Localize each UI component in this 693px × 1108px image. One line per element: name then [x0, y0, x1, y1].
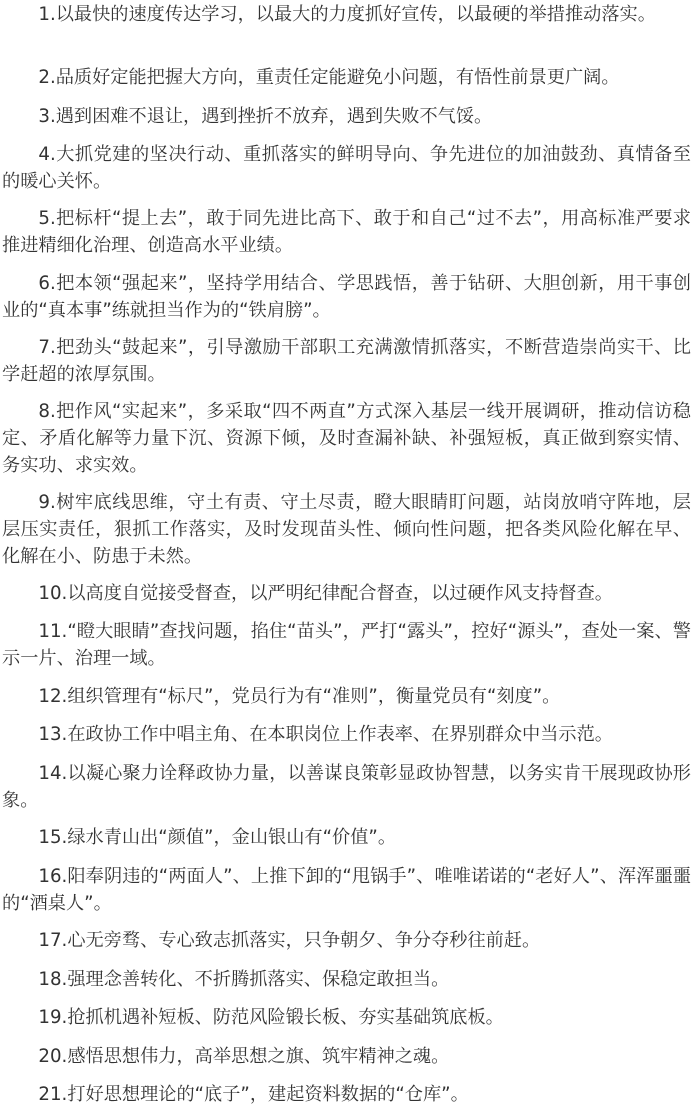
paragraph-19: 19.抢抓机遇补短板、防范风险锻长板、夯实基础筑底板。 — [38, 1007, 504, 1028]
paragraph-9: 9.树牢底线思维，守土有责、守土尽责，瞪大眼睛盯问题，站岗放哨守阵地，层层压实责任，狠抓工作落实，及时发现苗头性、倾向性问题，把各类风险化解在早、化解在小、防患于未然。 — [2, 492, 691, 567]
paragraph-11: 11.“瞪大眼睛”查找问题，掐住“苗头”，严打“露头”，控好“源头”，查处一案、警示一片、治理一域。 — [2, 621, 691, 669]
paragraph-4: 4.大抓党建的坚决行动、重抓落实的鲜明导向、争先进位的加油鼓劲、真情备至的暖心关怀。 — [2, 144, 691, 192]
paragraph-2: 2.品质好定能把握大方向，重责任定能避免小问题，有悟性前景更广阔。 — [38, 67, 620, 88]
paragraph-5: 5.把标杆“提上去”，敢于同先进比高下、敢于和自己“过不去”，用高标准严要求推进精细化治理、创造高水平业绩。 — [2, 208, 691, 256]
paragraph-6: 6.把本领“强起来”，坚持学用结合、学思践悟，善于钻研、大胆创新，用干事创业的“真本事”练就担当作为的“铁肩膀”。 — [2, 273, 691, 321]
paragraph-17: 17.心无旁骛、专心致志抓落实，只争朝夕、争分夺秒往前赶。 — [38, 930, 541, 951]
paragraph-13: 13.在政协工作中唱主角、在本职岗位上作表率、在界别群众中当示范。 — [38, 724, 613, 745]
paragraph-15: 15.绿水青山出“颜值”，金山银山有“价值”。 — [38, 827, 397, 848]
paragraph-3: 3.遇到困难不退让，遇到挫折不放弃，遇到失败不气馁。 — [38, 106, 493, 127]
paragraph-1: 1.以最快的速度传达学习，以最大的力度抓好宣传，以最硬的举措推动落实。 — [38, 4, 656, 25]
paragraph-18: 18.强理念善转化、不折腾抓落实、保稳定敢担当。 — [38, 969, 450, 990]
paragraph-14: 14.以凝心聚力诠释政协力量，以善谋良策彰显政协智慧，以务实肯干展现政协形象。 — [2, 763, 691, 811]
paragraph-7: 7.把劲头“鼓起来”，引导激励干部职工充满激情抓落实，不断营造崇尚实干、比学赶超的浓厚氛围。 — [2, 337, 691, 385]
paragraph-10: 10.以高度自觉接受督查，以严明纪律配合督查，以过硬作风支持督查。 — [38, 583, 613, 604]
paragraph-12: 12.组织管理有“标尺”，党员行为有“准则”，衡量党员有“刻度”。 — [38, 686, 561, 707]
paragraph-21: 21.打好思想理论的“底子”，建起资料数据的“仓库”。 — [38, 1084, 469, 1105]
paragraph-8: 8.把作风“实起来”，多采取“四不两直”方式深入基层一线开展调研，推动信访稳定、矛盾化解等力量下沉、资源下倾，及时查漏补缺、补强短板，真正做到察实情、务实功、求实效。 — [2, 401, 691, 476]
paragraph-16: 16.阳奉阴违的“两面人”、上推下卸的“甩锅手”、唯唯诺诺的“老好人”、浑浑噩噩的“酒桌人”。 — [2, 866, 691, 914]
paragraph-20: 20.感悟思想伟力，高举思想之旗、筑牢精神之魂。 — [38, 1046, 450, 1067]
